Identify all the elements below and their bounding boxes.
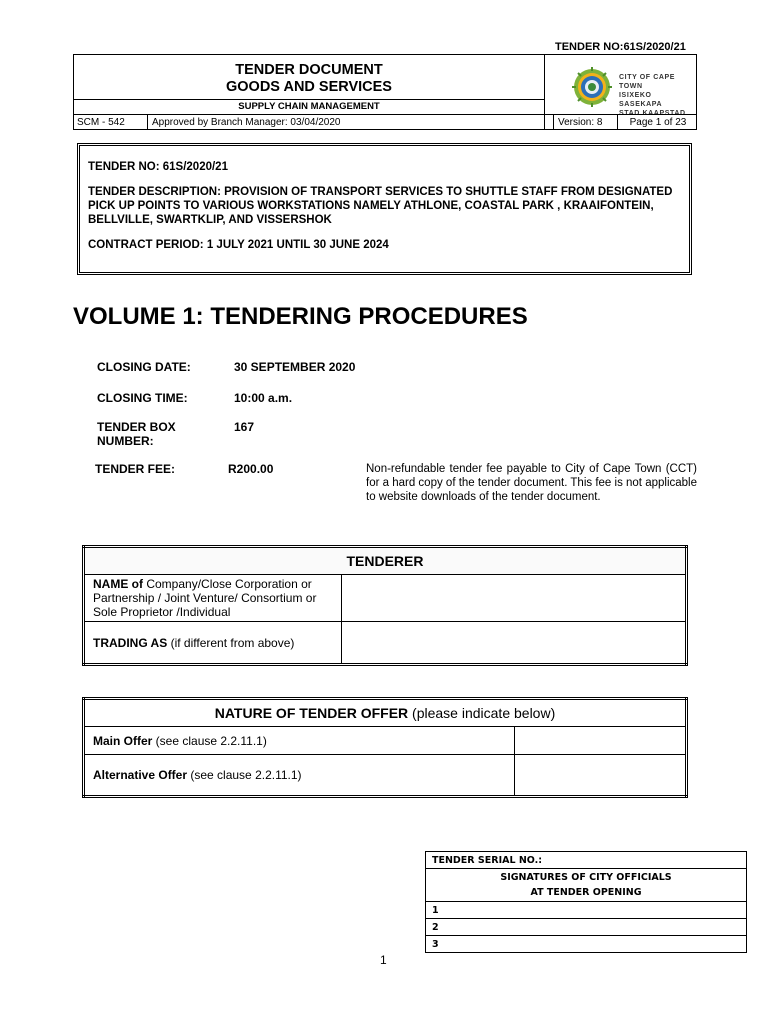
tenderer-heading: TENDERER bbox=[84, 547, 687, 575]
tender-fee-label: TENDER FEE: bbox=[95, 462, 176, 476]
alternative-offer-field[interactable] bbox=[515, 755, 687, 797]
closing-time-label: CLOSING TIME: bbox=[97, 391, 188, 405]
header-info-row bbox=[74, 114, 696, 130]
signature-row[interactable]: 1 bbox=[426, 902, 747, 919]
company-name-field[interactable] bbox=[342, 575, 687, 622]
header-tender-number: TENDER NO:61S/2020/21 bbox=[555, 41, 686, 53]
main-offer-label-bold: Main Offer bbox=[93, 733, 153, 748]
header-title-line2: GOODS AND SERVICES bbox=[226, 79, 392, 95]
header-title-line1: TENDER DOCUMENT bbox=[235, 62, 383, 78]
tender-box-number: 167 bbox=[234, 420, 255, 434]
tender-info-box bbox=[77, 143, 692, 275]
closing-time-value: 10:00 a.m. bbox=[234, 391, 293, 405]
version: Version: 8 bbox=[553, 115, 618, 130]
company-name-label-bold: NAME of bbox=[93, 577, 143, 591]
approval-note: Approved by Branch Manager: 03/04/2020 bbox=[148, 115, 545, 130]
tender-fee-note: Non-refundable tender fee payable to City of Cape Town (CCT) for a hard copy of the tender document. This fee is not applicable to website downloads of the tender document. bbox=[366, 463, 697, 503]
contract-period: CONTRACT PERIOD: 1 JULY 2021 UNTIL 30 JUNE 2024 bbox=[88, 239, 389, 251]
form-code: SCM - 542 bbox=[74, 115, 148, 130]
alternative-offer-label-rest: (see clause 2.2.11.1) bbox=[187, 768, 302, 782]
header-title-block bbox=[74, 55, 545, 99]
alternative-offer-label bbox=[84, 755, 515, 797]
volume-title: VOLUME 1: TENDERING PROCEDURES bbox=[73, 303, 528, 330]
tender-box-label bbox=[97, 420, 176, 448]
main-offer-label bbox=[84, 727, 515, 755]
offer-heading bbox=[84, 699, 687, 727]
signatures-heading-line2: AT TENDER OPENING bbox=[530, 887, 642, 898]
tender-fee-value: R200.00 bbox=[228, 462, 274, 476]
document-header bbox=[73, 54, 697, 130]
signature-row[interactable]: 3 bbox=[426, 936, 747, 953]
tender-serial-label: TENDER SERIAL NO.: bbox=[426, 852, 747, 869]
main-offer-label-rest: (see clause 2.2.11.1) bbox=[152, 733, 267, 748]
trading-as-label-rest: (if different from above) bbox=[167, 636, 295, 650]
header-department: SUPPLY CHAIN MANAGEMENT bbox=[74, 99, 545, 114]
city-seal-icon bbox=[572, 67, 612, 107]
tender-box-label-line2: NUMBER: bbox=[97, 434, 154, 448]
page-number: 1 bbox=[380, 953, 387, 967]
logo-line3: STAD KAAPSTAD bbox=[619, 110, 686, 117]
signature-row[interactable]: 2 bbox=[426, 919, 747, 936]
logo-line2: ISIXEKO SASEKAPA bbox=[619, 92, 663, 108]
page-count: Page 1 of 23 bbox=[629, 117, 687, 128]
trading-as-label bbox=[84, 622, 342, 665]
company-name-label bbox=[84, 575, 342, 622]
alternative-offer-label-bold: Alternative Offer bbox=[93, 768, 188, 782]
tender-number: TENDER NO: 61S/2020/21 bbox=[88, 161, 228, 173]
company-name-label-rest: Company/Close Corporation or Partnership / Joint Venture/ Consortium or Sole Proprietor /Individual bbox=[93, 577, 317, 619]
offer-heading-rest: (please indicate below) bbox=[408, 705, 556, 721]
trading-as-field[interactable] bbox=[342, 622, 687, 665]
offer-heading-bold: NATURE OF TENDER OFFER bbox=[214, 705, 409, 721]
city-logo-text bbox=[619, 73, 696, 118]
tender-description: TENDER DESCRIPTION: PROVISION OF TRANSPORT SERVICES TO SHUTTLE STAFF FROM DESIGNATED PICK UP POINTS TO VARIOUS WORKSTATIONS NAMELY ATHLONE, COASTAL PARK , KRAAIFONTEIN, BELLVILLE, SWARTKLIP, AND VISSERSHOK bbox=[88, 186, 673, 226]
closing-date-value: 30 SEPTEMBER 2020 bbox=[234, 360, 356, 374]
tenderer-table bbox=[82, 545, 688, 666]
signatures-heading bbox=[426, 869, 747, 902]
offer-table bbox=[82, 697, 688, 798]
logo-line1: CITY OF CAPE TOWN bbox=[619, 74, 676, 90]
tender-box-label-line1: TENDER BOX bbox=[97, 420, 176, 434]
trading-as-label-bold: TRADING AS bbox=[93, 636, 168, 650]
tender-serial-table bbox=[425, 851, 747, 953]
closing-date-label: CLOSING DATE: bbox=[97, 360, 191, 374]
signatures-heading-line1: SIGNATURES OF CITY OFFICIALS bbox=[500, 872, 672, 883]
main-offer-field[interactable] bbox=[515, 727, 687, 755]
